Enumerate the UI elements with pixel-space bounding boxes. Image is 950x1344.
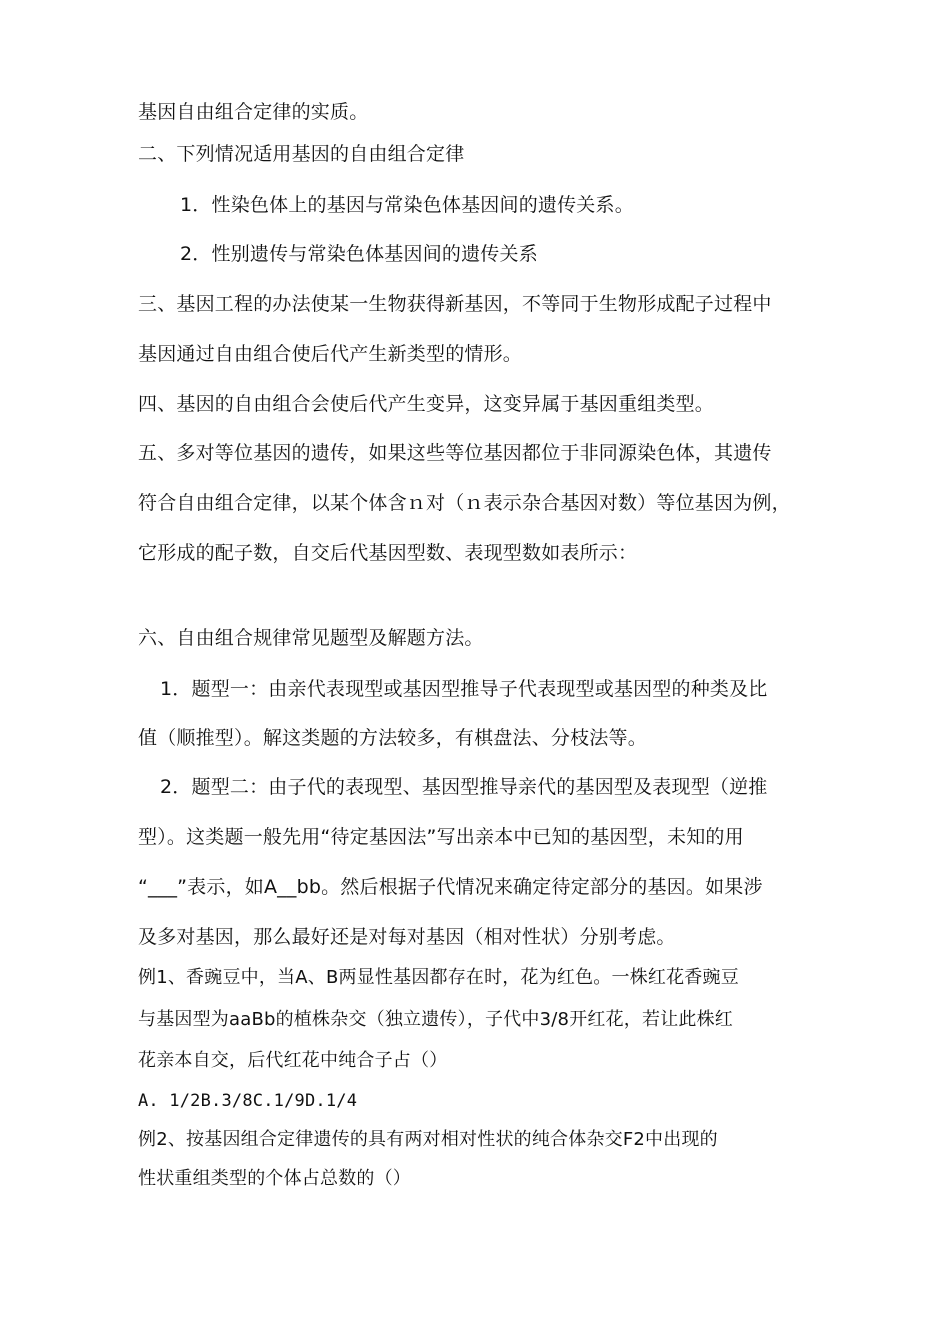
text-line: 性状重组类型的个体占总数的（） [138, 1168, 411, 1189]
list-item: 1．题型一：由亲代表现型或基因型推导子代表现型或基因型的种类及比 [160, 678, 768, 700]
text-line: 及多对基因，那么最好还是对每对基因（相对性状）分别考虑。 [138, 926, 676, 948]
text-line: 基因自由组合定律的实质。 [138, 101, 369, 123]
answer-options: A. 1/2B.3/8C.1/9D.1/4 [138, 1091, 358, 1111]
section-heading-2: 二、下列情况适用基因的自由组合定律 [138, 143, 465, 165]
section-heading-4: 四、基因的自由组合会使后代产生变异，这变异属于基因重组类型。 [138, 393, 715, 415]
text-line: 花亲本自交，后代红花中纯合子占（） [138, 1050, 448, 1071]
text-line: “___”表示，如A__bb。然后根据子代情况来确定待定部分的基因。如果涉 [138, 876, 763, 898]
example-question-2: 例2、按基因组合定律遗传的具有两对相对性状的纯合体杂交F2中出现的 [138, 1129, 718, 1150]
text-line: 它形成的配子数，自交后代基因型数、表现型数如表所示： [138, 542, 638, 564]
section-heading-6: 六、自由组合规律常见题型及解题方法。 [138, 627, 484, 649]
section-heading-5: 五、多对等位基因的遗传，如果这些等位基因都位于非同源染色体，其遗传 [138, 442, 772, 464]
text-line: 型）。这类题一般先用“待定基因法”写出亲本中已知的基因型，未知的用 [138, 826, 744, 848]
list-item: 2．性别遗传与常染色体基因间的遗传关系 [180, 243, 538, 265]
list-item: 1．性染色体上的基因与常染色体基因间的遗传关系。 [180, 194, 634, 216]
list-item: 2．题型二：由子代的表现型、基因型推导亲代的基因型及表现型（逆推 [160, 776, 768, 798]
section-heading-3: 三、基因工程的办法使某一生物获得新基因，不等同于生物形成配子过程中 [138, 293, 772, 315]
text-line: 符合自由组合定律，以某个体含ｎ对（ｎ表示杂合基因对数）等位基因为例， [138, 492, 791, 514]
example-question-1: 例1、香豌豆中，当A、B两显性基因都存在时，花为红色。一株红花香豌豆 [138, 967, 739, 988]
text-line: 与基因型为aaBb的植株杂交（独立遗传），子代中3/8开红花，若让此株红 [138, 1009, 734, 1030]
text-line: 值（顺推型）。解这类题的方法较多，有棋盘法、分枝法等。 [138, 727, 647, 749]
text-line: 基因通过自由组合使后代产生新类型的情形。 [138, 343, 523, 365]
